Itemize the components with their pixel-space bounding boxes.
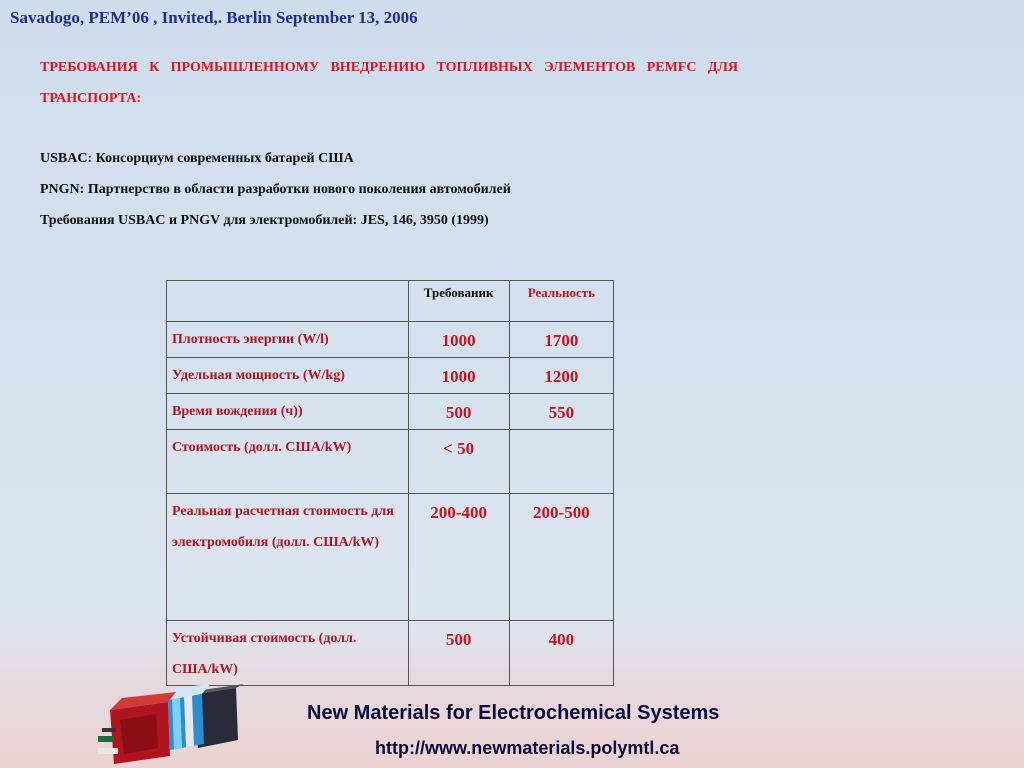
reality-value: 400: [509, 621, 613, 686]
slide-header: Savadogo, PEM’06 , Invited,. Berlin September 13, 2006: [10, 8, 418, 27]
row-label: Время вождения (ч)): [167, 394, 409, 430]
requirement-value: < 50: [408, 430, 509, 494]
table-row: [167, 322, 614, 358]
reality-value: [509, 430, 613, 494]
table-row: [167, 621, 614, 686]
table-row: [167, 430, 614, 494]
table-row: [167, 358, 614, 394]
row-label: Плотность энергии (W/l): [167, 322, 409, 358]
requirement-value: 500: [408, 394, 509, 430]
reality-value: 1700: [509, 322, 613, 358]
requirement-value: 500: [408, 621, 509, 686]
reality-value: 200-500: [509, 494, 613, 621]
table-header-row: [167, 281, 614, 322]
requirement-value: 1000: [408, 358, 509, 394]
requirement-value: 200-400: [408, 494, 509, 621]
header-cell-empty: [167, 281, 409, 322]
header-cell-reality: Реальность: [509, 281, 613, 322]
row-label: Реальная расчетная стоимость для электромобиля (долл. США/kW): [167, 494, 409, 621]
table-row: [167, 394, 614, 430]
row-label: Удельная мощность (W/kg): [167, 358, 409, 394]
row-label: Устойчивая стоимость (долл. США/kW): [167, 621, 409, 686]
requirements-table: [166, 280, 614, 686]
reality-value: 550: [509, 394, 613, 430]
table-row: [167, 494, 614, 621]
slide-title: ТРЕБОВАНИЯ К ПРОМЫШЛЕННОМУ ВНЕДРЕНИЮ ТОПЛИВНЫХ ЭЛЕМЕНТОВ PEMFC ДЛЯ ТРАНСПОРТА:: [40, 60, 738, 106]
info-line-usbac: USBAC: Консорциум современных батарей США: [40, 151, 354, 166]
row-label: Стоимость (долл. США/kW): [167, 430, 409, 494]
requirement-value: 1000: [408, 322, 509, 358]
info-block: [40, 145, 511, 238]
fuel-cell-stack-logo: [98, 684, 248, 768]
footer-url[interactable]: http://www.newmaterials.polymtl.ca: [375, 738, 680, 758]
info-line-pngn: PNGN: Партнерство в области разработки нового поколения автомобилей: [40, 182, 511, 197]
info-line-requirements: Требования USBAC и PNGV для электромобилей: JES, 146, 3950 (1999): [40, 213, 489, 228]
header-cell-requirement: Требованик: [408, 281, 509, 322]
footer-title: New Materials for Electrochemical Systems: [307, 702, 720, 724]
reality-value: 1200: [509, 358, 613, 394]
